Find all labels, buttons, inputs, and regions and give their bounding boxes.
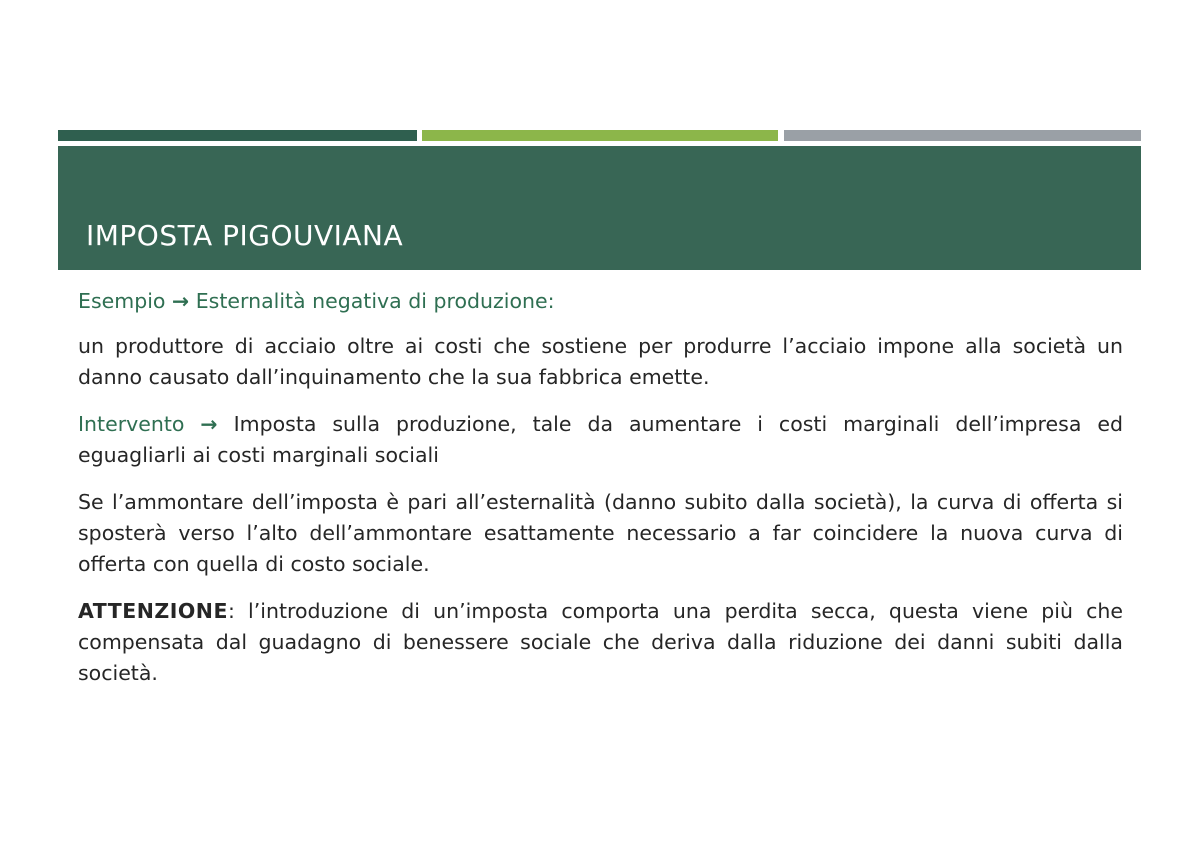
arrow-right-icon: →	[172, 289, 190, 313]
attention-text: : l’introduzione di un’imposta comporta una perdita secca, questa viene più che compensata dal guadagno di benessere sociale che deriva dalla riduzione dei danni subiti dalla società.	[78, 599, 1123, 685]
attention-paragraph	[78, 596, 1123, 689]
intervention-label: Intervento	[78, 412, 185, 436]
title-band	[58, 146, 1141, 270]
intervention-paragraph	[78, 409, 1123, 471]
arrow-right-icon: →	[200, 412, 218, 436]
example-heading	[78, 286, 1123, 317]
slide-title: IMPOSTA PIGOUVIANA	[86, 219, 404, 252]
accent-bar-dark-green	[58, 130, 417, 141]
attention-label: ATTENZIONE	[78, 599, 228, 623]
tax-paragraph: Se l’ammontare dell’imposta è pari all’esternalità (danno subito dalla società), la curva di offerta si sposterà verso l’alto dell’ammontare esattamente necessario a far coincidere la nuova curva di offerta con quella di costo sociale.	[78, 490, 1123, 576]
example-label: Esempio	[78, 289, 166, 313]
accent-bar-light-green	[422, 130, 778, 141]
example-heading-text: Esternalità negativa di produzione:	[195, 289, 555, 313]
accent-bar-gray	[784, 130, 1141, 141]
slide-content	[78, 286, 1123, 705]
intervention-text: Imposta sulla produzione, tale da aumentare i costi marginali dell’impresa ed eguagliarli ai costi marginali sociali	[78, 412, 1123, 467]
example-body: un produttore di acciaio oltre ai costi che sostiene per produrre l’acciaio impone alla società un danno causato dall’inquinamento che la sua fabbrica emette.	[78, 334, 1123, 389]
